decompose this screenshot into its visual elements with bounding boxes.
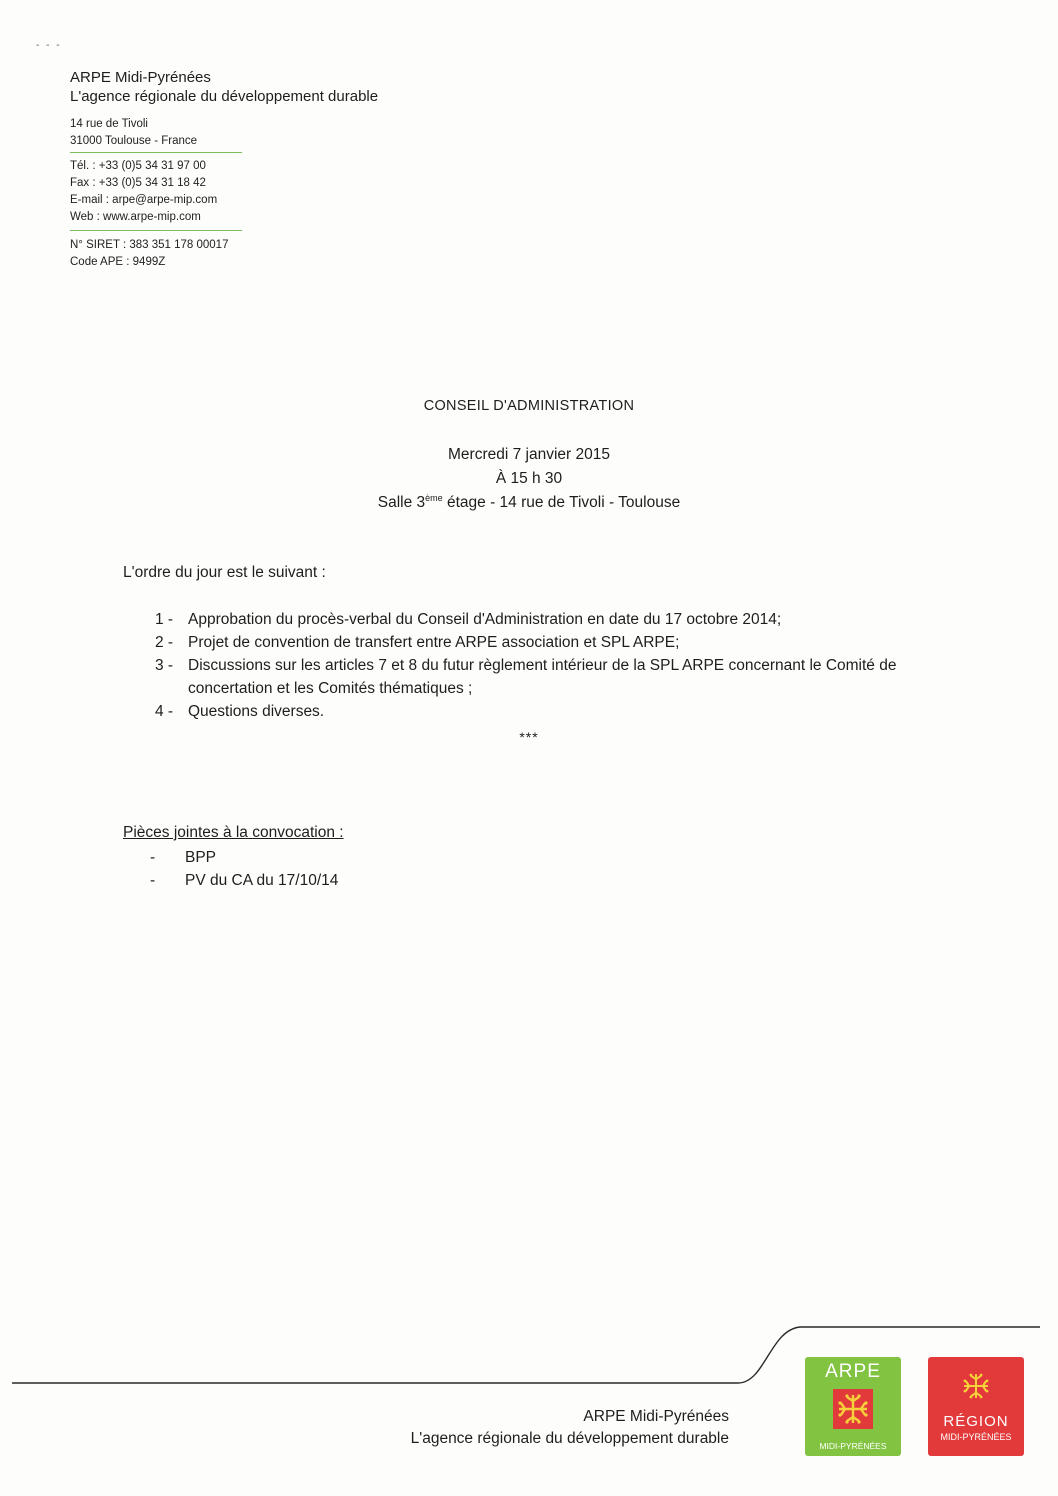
contact-web: Web : www.arpe-mip.com	[70, 211, 201, 223]
agenda-number: 1 -	[155, 611, 174, 628]
contact-email: E-mail : arpe@arpe-mip.com	[70, 194, 218, 206]
attachment-text: PV du CA du 17/10/14	[185, 872, 339, 889]
meeting-title: CONSEIL D'ADMINISTRATION	[423, 398, 635, 414]
agenda-text: Projet de convention de transfert entre ARPE association et SPL ARPE;	[188, 634, 680, 651]
arpe-logo	[805, 1357, 901, 1456]
meeting-date: Mercredi 7 janvier 2015	[448, 446, 610, 463]
agenda-text: Approbation du procès-verbal du Conseil d'Administration en date du 17 octobre 2014;	[188, 611, 782, 628]
region-logo	[928, 1357, 1024, 1456]
scan-mark: - - -	[36, 40, 62, 51]
list-dash: -	[150, 872, 156, 889]
ape-code: Code APE : 9499Z	[70, 256, 166, 268]
address-line: 31000 Toulouse - France	[70, 135, 198, 147]
section-separator: ***	[519, 729, 539, 745]
arpe-logo-title: ARPE	[825, 1361, 881, 1382]
agenda-number: 2 -	[155, 634, 174, 651]
agenda-text: Discussions sur les articles 7 et 8 du futur règlement intérieur de la SPL ARPE concernant le Comité de concertation et les Comités thématiques ;	[188, 657, 897, 697]
meeting-time: À 15 h 30	[495, 470, 563, 487]
agenda-text: Questions diverses.	[188, 703, 325, 720]
room-superscript: ème	[425, 492, 443, 503]
occitan-cross-icon	[833, 1389, 873, 1429]
room-prefix: Salle 3	[377, 494, 426, 511]
agenda-intro: L'ordre du jour est le suivant :	[123, 564, 326, 581]
attachments-title: Pièces jointes à la convocation :	[123, 824, 344, 841]
agenda-number: 3 -	[155, 657, 174, 674]
list-dash: -	[150, 849, 156, 866]
footer-tagline: L'agence régionale du développement durable	[410, 1430, 729, 1447]
region-logo-title: RÉGION	[943, 1413, 1009, 1430]
region-logo-subtitle: MIDI-PYRÉNÉES	[940, 1432, 1012, 1442]
contact-fax: Fax : +33 (0)5 34 31 18 42	[70, 177, 206, 189]
address-line: 14 rue de Tivoli	[70, 118, 148, 130]
room-suffix: étage - 14 rue de Tivoli - Toulouse	[442, 494, 681, 511]
siret-number: N° SIRET : 383 351 178 00017	[70, 239, 229, 251]
agenda-number: 4 -	[155, 703, 174, 720]
header-tagline: L'agence régionale du développement durable	[70, 88, 379, 105]
attachment-text: BPP	[185, 849, 217, 866]
contact-phone: Tél. : +33 (0)5 34 31 97 00	[70, 160, 206, 172]
arpe-logo-subtitle: MIDI-PYRÉNÉES	[819, 1441, 887, 1451]
footer-org-name: ARPE Midi-Pyrénées	[583, 1408, 729, 1425]
header-org-name: ARPE Midi-Pyrénées	[70, 69, 211, 86]
occitan-cross-icon	[959, 1369, 993, 1403]
